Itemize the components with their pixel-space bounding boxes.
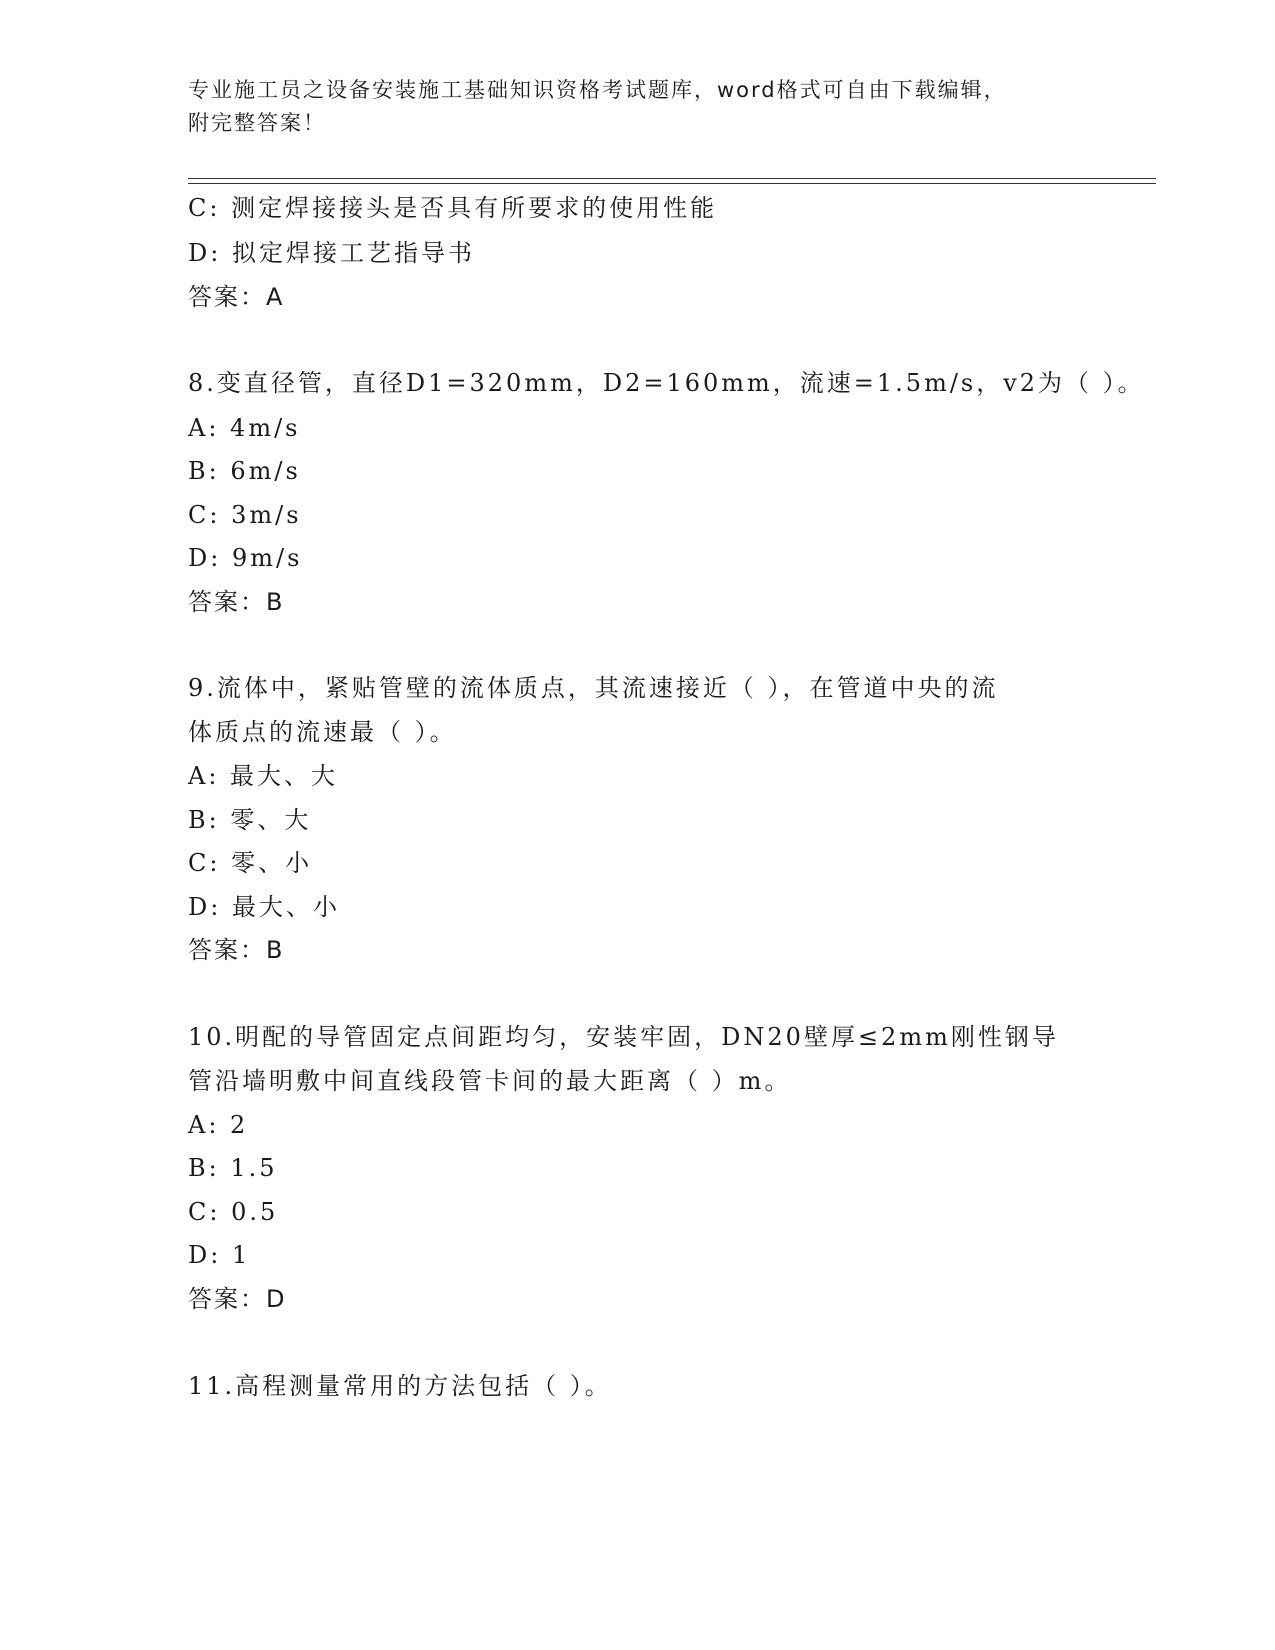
answer-line: 答案：D bbox=[188, 1285, 287, 1313]
question-stem: 10.明配的导管固定点间距均匀，安装牢固，DN20壁厚≤2mm刚性钢导 bbox=[188, 1023, 1059, 1051]
question-stem-continued: 体质点的流速最（ ）。 bbox=[188, 718, 457, 746]
question-stem: 11.高程测量常用的方法包括（ ）。 bbox=[188, 1372, 612, 1400]
option-c: C: 0.5 bbox=[188, 1198, 279, 1226]
answer-line: 答案：A bbox=[188, 283, 285, 311]
option-d: D: 1 bbox=[188, 1241, 251, 1269]
option-d: D: 9m/s bbox=[188, 544, 303, 572]
option-b: B: 1.5 bbox=[188, 1154, 278, 1182]
question-stem-continued: 管沿墙明敷中间直线段管卡间的最大距离（ ）m。 bbox=[188, 1067, 792, 1095]
answer-line: 答案：B bbox=[188, 936, 285, 964]
header-title-line-2: 附完整答案！ bbox=[188, 111, 326, 135]
question-stem: 9.流体中，紧贴管壁的流体质点，其流速接近（ ），在管道中央的流 bbox=[188, 674, 999, 702]
header-divider-top bbox=[188, 178, 1156, 179]
option-a: A: 2 bbox=[188, 1111, 249, 1139]
option-c: C: 零、小 bbox=[188, 849, 313, 877]
option-a: A: 4m/s bbox=[188, 414, 301, 442]
option-b: B: 6m/s bbox=[188, 457, 301, 485]
option-c: C: 3m/s bbox=[188, 501, 302, 529]
header-title-line-1: 专业施工员之设备安装施工基础知识资格考试题库，word格式可自由下载编辑， bbox=[188, 78, 1007, 102]
header-divider-bottom bbox=[188, 183, 1156, 184]
option-a: A: 最大、大 bbox=[188, 762, 339, 790]
option-b: B: 零、大 bbox=[188, 806, 312, 834]
option-d: D: 最大、小 bbox=[188, 893, 340, 921]
option-d: D: 拟定焊接工艺指导书 bbox=[188, 239, 475, 267]
option-c: C: 测定焊接接头是否具有所要求的使用性能 bbox=[188, 194, 718, 222]
question-stem: 8.变直径管，直径D1=320mm，D2=160mm，流速=1.5m/s，v2为（ ）。 bbox=[188, 369, 1145, 397]
answer-line: 答案：B bbox=[188, 588, 285, 616]
document-header bbox=[188, 74, 1068, 140]
